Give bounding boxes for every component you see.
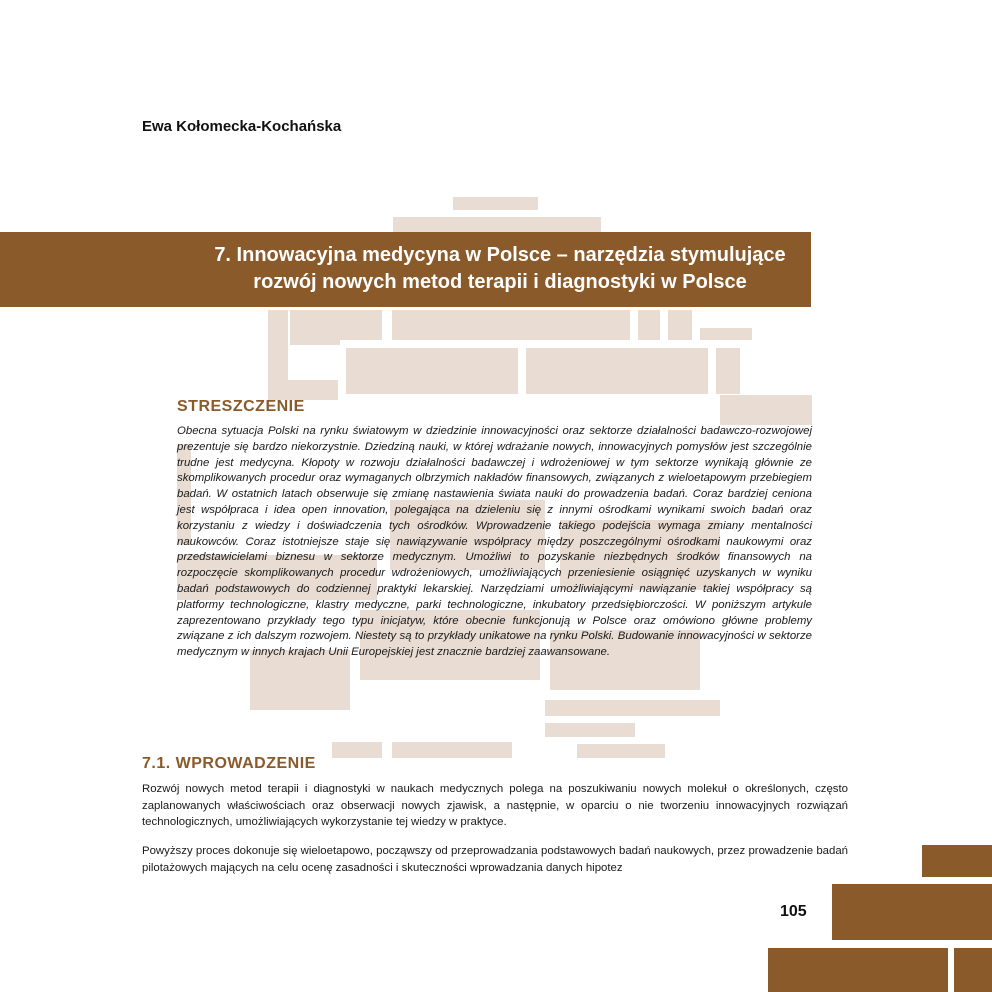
bg-brick xyxy=(346,348,518,394)
bg-brick xyxy=(453,197,538,210)
bg-brick xyxy=(668,310,692,340)
intro-paragraph-2: Powyższy proces dokonuje się wieloetapowo, począwszy od przeprowadzania podstawowych badań naukowych, przez prowadzenie badań pilotażowych mających na celu ocenę zasadności i skuteczności wprowadzania danych hipotez xyxy=(142,845,848,874)
brown-brick xyxy=(954,948,992,992)
bg-brick xyxy=(268,310,288,380)
bg-brick xyxy=(526,348,708,394)
author-name: Ewa Kołomecka-Kochańska xyxy=(142,118,342,135)
chapter-title xyxy=(180,242,820,296)
bg-brick xyxy=(392,310,630,340)
brown-brick xyxy=(768,948,948,992)
bg-brick xyxy=(577,744,665,758)
bg-brick xyxy=(720,395,812,425)
bg-brick xyxy=(716,348,740,394)
chapter-title-line1: 7. Innowacyjna medycyna w Polsce – narzędzia stymulujące xyxy=(214,244,786,266)
bg-brick xyxy=(392,742,512,758)
intro-paragraph-1: Rozwój nowych metod terapii i diagnostyki w naukach medycznych polega na poszukiwaniu nowych molekuł o określonych, często zaplanowanych właściwościach oraz obserwacji nowych zjawisk, a następnie, w oparciu o nie tworzeniu innowacyjnych rozwiązań technologicznych, umożliwiających wykorzystanie tej wiedzy w praktyce. xyxy=(142,783,848,828)
chapter-title-line2: rozwój nowych metod terapii i diagnostyki w Polsce xyxy=(253,271,747,293)
bg-brick xyxy=(545,723,635,737)
abstract-heading: STRESZCZENIE xyxy=(177,398,305,415)
bg-brick xyxy=(332,742,382,758)
intro-heading: 7.1. WPROWADZENIE xyxy=(142,755,316,772)
bg-brick xyxy=(638,310,660,340)
bg-brick xyxy=(393,217,601,232)
bg-brick xyxy=(545,700,720,716)
bg-brick xyxy=(330,310,382,340)
abstract-text: Obecna sytuacja Polski na rynku światowym w dziedzinie innowacyjności oraz sektorze działalności badawczo-rozwojowej prezentuje się bardzo niekorzystnie. Dziedziną nauki, w której wdrażanie nowych, innowacyjnych pomysłów jest szczególnie trudne jest medycyna. Kłopoty w rozwoju działalności badawczej i wdrożeniowej w tym sektorze wynikają głównie ze skomplikowanych procedur oraz wymaganych olbrzymich nakładów finansowych, związanych z wieloetapowym przebiegiem badań. W ostatnich latach obserwuje się zmianę nastawienia świata nauki do prowadzenia badań. Coraz bardziej ceniona jest współpraca i idea open innovation, polegająca na dzieleniu się z innymi ośrodkami wynikami swoich badań oraz korzystaniu z wiedzy i doświadczenia tych ośrodków. Wprowadzenie takiego podejścia wymaga zmiany mentalności naukowców. Coraz istotniejsze staje się nawiązywanie współpracy między poszczególnymi ośrodkami naukowymi oraz przedstawicielami biznesu w sektorze medycznym. Umożliwi to pozyskanie niezbędnych środków finansowych na rozpoczęcie skomplikowanych procedur wdrożeniowych, umożliwiających przeniesienie osiągnięć uzyskanych w wyniku badań podstawowych do codziennej praktyki lekarskiej. Narzędziami umożliwiającymi nawiązanie takiej współpracy są platformy technologiczne, klastry medyczne, parki technologiczne, inkubatory przedsiębiorczości. W poniższym artykule zaprezentowano przykłady tego typu inicjatyw, które obecnie funkcjonują w Polsce oraz omówiono główne problemy związane z ich dalszym rozwojem. Niestety są to przykłady unikatowe na rynku Polski. Budowanie innowacyjności w sektorze medycznym w innych krajach Unii Europejskiej jest znacznie bardziej zaawansowane. xyxy=(177,425,812,659)
bg-brick xyxy=(700,328,752,340)
page-number: 105 xyxy=(780,903,807,920)
bg-brick xyxy=(268,380,338,400)
brown-brick xyxy=(832,884,992,940)
brown-brick xyxy=(922,845,992,877)
